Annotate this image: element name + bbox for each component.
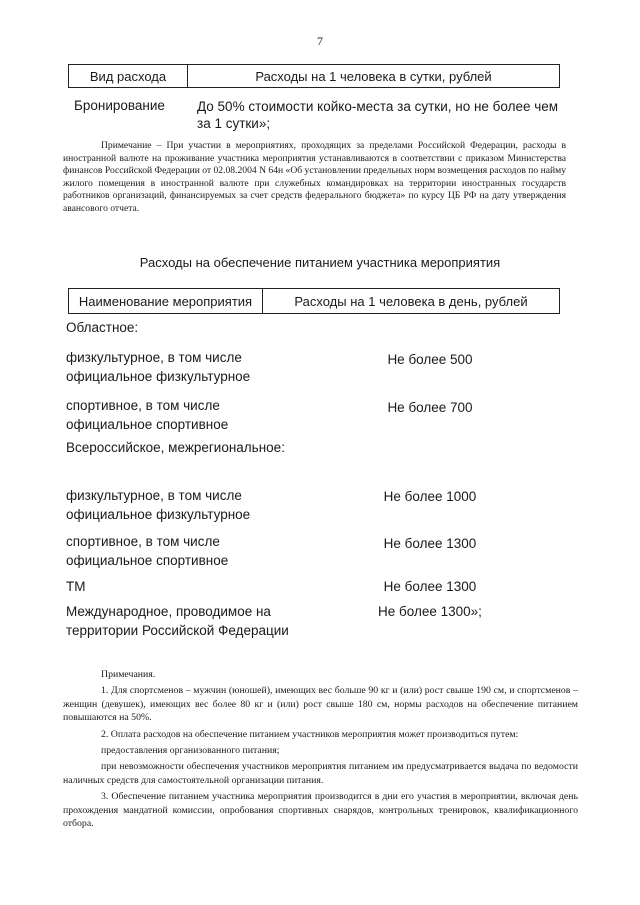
entry-national-heading: Всероссийское, межрегиональное:: [66, 440, 285, 455]
entry-regional-heading: Областное:: [66, 320, 139, 335]
entry-name: спортивное, в том числе официальное спортивное: [66, 534, 229, 568]
meals-table-header: [68, 288, 560, 314]
entry-value: Не более 500: [387, 352, 473, 367]
expense-type-header: Вид расхода: [89, 68, 167, 84]
note-paragraph: при невозможности обеспечения участников мероприятия питанием им предусматривается выдача по ведомости наличных средств для самостоятельной организации питания.: [63, 761, 578, 786]
note-paragraph: 3. Обеспечение питанием участника мероприятия производится в дни его участия в мероприятии, включая день прохождения мандатной комиссии, опробования спортивных снарядов, контрольных тренировок, квалификационного отбора.: [63, 791, 578, 830]
note-paragraph: 2. Оплата расходов на обеспечение питанием участников мероприятия может производиться путем:: [101, 728, 519, 740]
note-paragraph: 1. Для спортсменов – мужчин (юношей), имеющих вес больше 90 кг и (или) рост свыше 190 см, и спортсменов – женщин (девушек), имеющих вес более 80 кг и (или) рост свыше 180 см, нормы расходов на обеспечение питанием повышаются на 50%.: [63, 685, 578, 724]
section-title: Расходы на обеспечение питанием участника мероприятия: [139, 255, 501, 270]
entry-value: Не более 1300: [383, 536, 477, 551]
entry-name: физкультурное, в том числе официальное физкультурное: [66, 350, 251, 384]
notes-title: Примечания.: [101, 669, 156, 680]
page-number: 7: [317, 34, 323, 48]
entry-name: спортивное, в том числе официальное спортивное: [66, 398, 229, 432]
entry-value: Не более 1300: [383, 579, 477, 594]
meals-notes: [63, 668, 578, 833]
entry-value: Не более 700: [387, 400, 473, 415]
meals-per-day-header: Расходы на 1 человека в день, рублей: [262, 289, 559, 313]
booking-value: До 50% стоимости койко-места за сутки, но не более чем за 1 сутки»;: [197, 99, 559, 131]
entry-name: физкультурное, в том числе официальное физкультурное: [66, 488, 251, 522]
entry-name: ТМ: [66, 579, 86, 594]
entry-name: Международное, проводимое на территории Российской Федерации: [66, 604, 289, 638]
event-name-header: Наименование мероприятия: [78, 293, 253, 309]
accommodation-note: Примечание – При участии в мероприятиях, проходящих за пределами Российской Федерации, расходы в иностранной валюте на проживание участника мероприятия устанавливаются в соответствии с приказом Министерства финансов Российской Федерации от 02.08.2004 N 64н «Об установлении предельных норм возмещения расходов по найму жилого помещения в иностранной валюте при служебных командировках на территории иностранных государств работников организаций, финансируемых за счет средств федерального бюджета» по курсу ЦБ РФ на дату утверждения авансового отчета.: [63, 140, 566, 214]
entry-value: Не более 1000: [383, 489, 477, 504]
expense-per-day-header: Расходы на 1 человека в сутки, рублей: [187, 65, 559, 87]
note-paragraph: предоставления организованного питания;: [101, 745, 280, 757]
expense-type-table-header: [68, 64, 560, 88]
booking-label: Бронирование: [74, 98, 165, 113]
entry-value: Не более 1300»;: [378, 604, 482, 619]
